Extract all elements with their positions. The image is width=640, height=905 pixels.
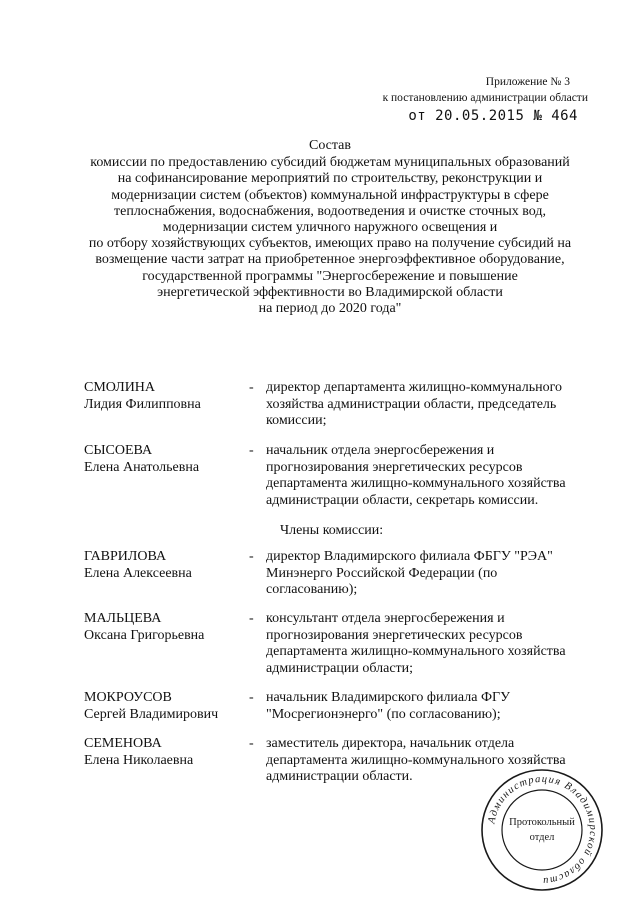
official-stamp: [480, 768, 604, 892]
title-heading: Состав: [308, 138, 351, 153]
title-line: комиссии по предоставлению субсидий бюджетам муниципальных образований: [90, 155, 570, 171]
document-title: [60, 138, 600, 317]
person-given-name: Оксана Григорьевна: [84, 627, 205, 643]
title-line: теплоснабжения, водоснабжения, водоотведения и очистке сточных вод,: [114, 203, 546, 219]
person-given-name: Елена Анатольевна: [84, 459, 200, 475]
title-line: возмещение части затрат на приобретенное энергоэффективное оборудование,: [95, 252, 565, 268]
person-name: [84, 611, 244, 644]
person-name: [84, 380, 244, 413]
role-line: хозяйства администрации области, председатель: [266, 396, 557, 412]
person-name: [84, 736, 244, 769]
person-surname: СЕМЕНОВА: [84, 736, 162, 751]
person-surname: МАЛЬЦЕВА: [84, 611, 162, 626]
title-line: по отбору хозяйствующих субъектов, имеющих право на получение субсидий на: [88, 236, 572, 252]
role-line: департамента жилищно-коммунального хозяйства: [266, 752, 566, 768]
role-line: департамента жилищно-коммунального хозяйства: [266, 644, 566, 659]
stamp-ring-text: Администрация Владимирской области: [486, 773, 599, 887]
person-given-name: Елена Николаевна: [84, 752, 194, 768]
role-line: администрации области.: [266, 769, 413, 784]
role-line: комиссии;: [266, 413, 327, 428]
appendix-header: [383, 74, 588, 124]
entry-dash: -: [249, 443, 254, 458]
person-role: [266, 611, 586, 677]
appendix-number: Приложение № 3: [485, 76, 570, 88]
title-line: государственной программы "Энергосбережение и повышение: [142, 268, 518, 284]
entry-dash: -: [249, 549, 254, 564]
person-name: [84, 443, 244, 476]
entry-dash: -: [249, 736, 254, 751]
person-surname: ГАВРИЛОВА: [84, 549, 167, 564]
role-line: Минэнерго Российской Федерации (по: [266, 565, 498, 581]
role-line: директор департамента жилищно-коммунального: [266, 380, 563, 395]
stamp-outer-ring: [482, 770, 602, 890]
person-name: [84, 690, 244, 723]
entry-dash: -: [249, 380, 254, 395]
person-given-name: Елена Алексеевна: [84, 565, 192, 581]
title-line: энергетической эффективности во Владимирской области: [157, 284, 503, 300]
person-role: [266, 549, 586, 599]
person-role: [266, 380, 586, 430]
person-surname: МОКРОУСОВ: [84, 690, 172, 705]
title-line: модернизации систем уличного наружного освещения и: [162, 220, 498, 236]
role-line: согласованию);: [266, 582, 358, 597]
entry-dash: -: [249, 690, 254, 705]
role-line: директор Владимирского филиала ФБГУ "РЭА": [266, 549, 553, 564]
person-surname: СЫСОЕВА: [84, 443, 153, 458]
title-line: модернизации систем (объектов) коммунальной инфраструктуры в сфере: [111, 187, 549, 203]
role-line: прогнозирования энергетических ресурсов: [266, 459, 523, 475]
person-role: [266, 690, 586, 723]
title-line: на период до 2020 года": [258, 301, 402, 317]
role-line: начальник отдела энергосбережения и: [266, 443, 495, 458]
members-heading: Члены комиссии:: [280, 523, 384, 538]
appendix-date-number: от 20.05.2015 № 464: [408, 108, 578, 124]
entry-dash: -: [249, 611, 254, 626]
role-line: начальник Владимирского филиала ФГУ: [266, 690, 511, 705]
stamp-center-line2: отдел: [529, 832, 555, 843]
stamp-center-line1: Протокольный: [509, 817, 575, 828]
person-role: [266, 443, 586, 509]
role-line: заместитель директора, начальник отдела: [266, 736, 515, 751]
person-surname: СМОЛИНА: [84, 380, 156, 395]
person-name: [84, 549, 244, 582]
appendix-reference: к постановлению администрации области: [382, 92, 588, 104]
role-line: администрации области, секретарь комиссии.: [266, 492, 539, 508]
role-line: "Мосрегионэнерго" (по согласованию);: [266, 706, 501, 722]
role-line: департамента жилищно-коммунального хозяйства: [266, 476, 566, 491]
stamp-inner-ring: [502, 790, 582, 870]
title-line: на софинансирование мероприятий по строительству, реконструкции и: [117, 171, 543, 187]
person-given-name: Лидия Филипповна: [84, 396, 201, 412]
role-line: консультант отдела энергосбережения и: [266, 611, 505, 626]
person-given-name: Сергей Владимирович: [84, 706, 219, 722]
role-line: администрации области;: [266, 660, 414, 676]
role-line: прогнозирования энергетических ресурсов: [266, 627, 523, 643]
